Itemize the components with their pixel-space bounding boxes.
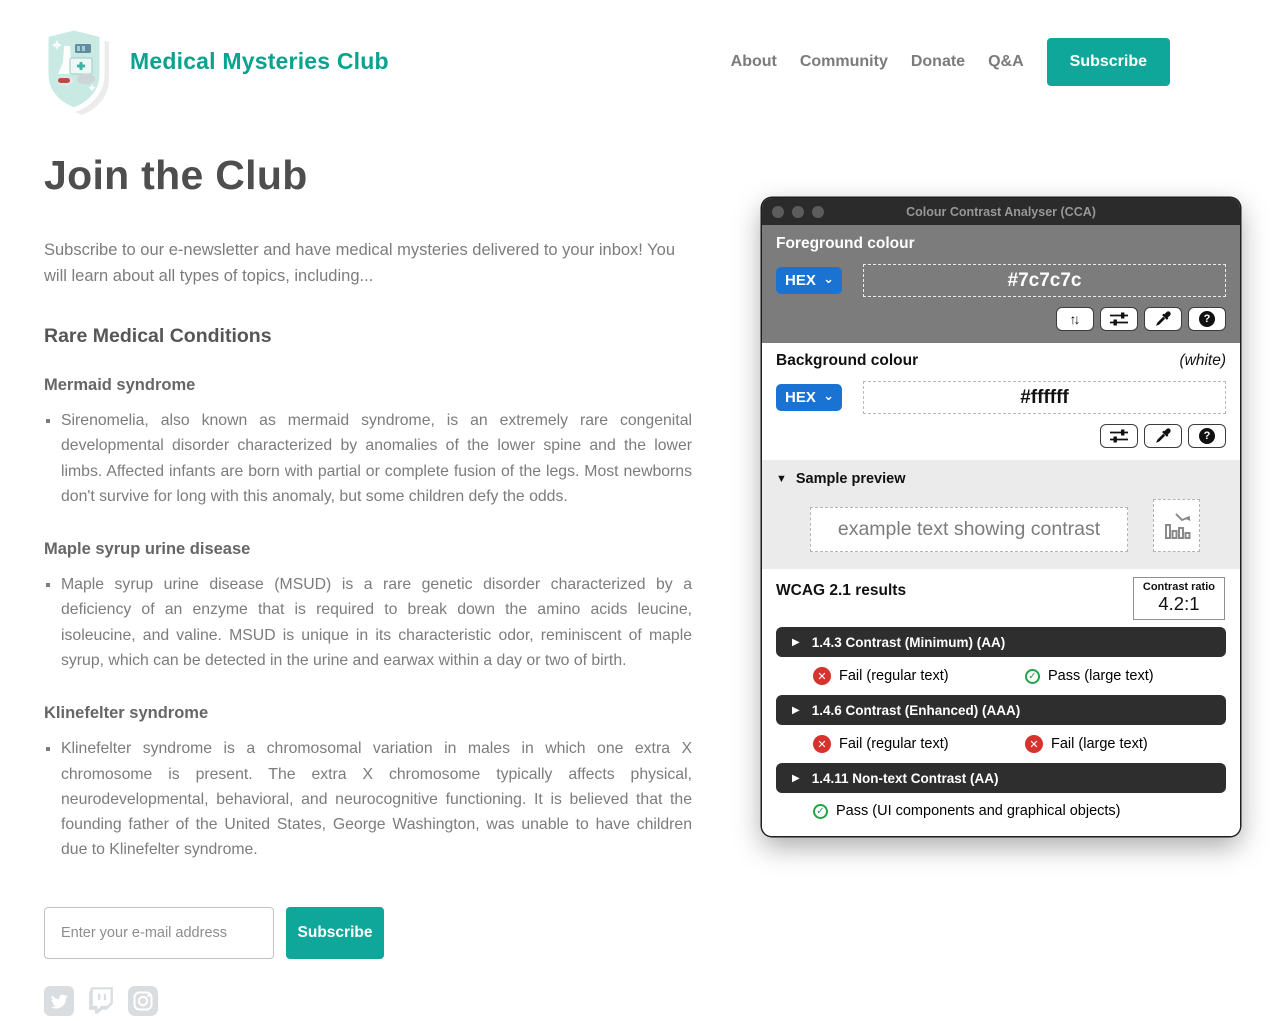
fail-icon: ✕ (813, 735, 831, 753)
expand-triangle-icon: ▶ (792, 636, 800, 648)
colour-blindness-chart-button[interactable] (1153, 499, 1200, 552)
nav-item-qa[interactable]: Q&A (988, 53, 1024, 70)
background-format-select[interactable] (776, 384, 842, 411)
wcag-section-title: 1.4.11 Non-text Contrast (AA) (811, 770, 999, 786)
chart-decline-icon (1163, 511, 1191, 541)
wcag-results-title: WCAG 2.1 results (776, 582, 907, 599)
wcag-section-1411-toggle[interactable] (776, 763, 1226, 793)
background-sliders-button[interactable] (1100, 424, 1138, 448)
result-1411-ui (813, 803, 1121, 819)
sample-preview-label: Sample preview (795, 471, 906, 487)
format-selected-value: HEX (785, 389, 816, 406)
foreground-help-button[interactable] (1188, 307, 1226, 331)
help-icon: ? (1199, 311, 1215, 327)
background-eyedropper-button[interactable] (1144, 424, 1182, 448)
foreground-colour-input[interactable]: #7c7c7c (863, 264, 1226, 297)
fail-icon: ✕ (813, 667, 831, 685)
background-colour-input[interactable]: #ffffff (863, 381, 1226, 414)
result-146-regular (813, 735, 1025, 753)
social-links (44, 986, 692, 1016)
help-icon: ? (1199, 428, 1215, 444)
main-content (44, 152, 692, 1016)
foreground-eyedropper-button[interactable] (1144, 307, 1182, 331)
result-146-large (1025, 735, 1148, 753)
eyedropper-icon (1155, 428, 1171, 444)
contrast-ratio-value: 4.2:1 (1158, 593, 1200, 614)
sample-preview-section (762, 460, 1240, 569)
window-close-button[interactable] (772, 206, 784, 218)
condition-title: Mermaid syndrome (44, 376, 196, 395)
eyedropper-icon (1155, 311, 1171, 327)
window-zoom-button[interactable] (812, 206, 824, 218)
condition-title: Klinefelter syndrome (44, 704, 209, 723)
condition-maple-syrup-urine-disease (44, 540, 692, 673)
condition-text: ▪ Maple syrup urine disease (MSUD) is a rare genetic disorder characterized by a deficiency of an enzyme that is required to break down the amino acids leucine, isoleucine, and valine. MSUD is unique in its characteristic odor, reminiscent of maple syrup, which can be detected in the urine and earwax within a day or two of birth. (61, 572, 692, 673)
nav-item-community[interactable]: Community (799, 53, 888, 70)
cca-window-title: Colour Contrast Analyser (CCA) (906, 204, 1096, 219)
wcag-section-143-toggle[interactable] (776, 627, 1226, 657)
background-colour-label: Background colour (776, 352, 919, 369)
foreground-colour-section (762, 225, 1240, 343)
foreground-sliders-button[interactable] (1100, 307, 1138, 331)
sliders-icon (1109, 429, 1129, 443)
condition-mermaid-syndrome (44, 376, 692, 509)
result-label: Fail (large text) (1051, 736, 1148, 752)
fail-icon: ✕ (1025, 735, 1043, 753)
section-title: Rare Medical Conditions (44, 325, 272, 348)
email-input[interactable] (44, 907, 274, 959)
contrast-ratio-label: Contrast ratio (1142, 581, 1215, 593)
form-subscribe-button[interactable]: Subscribe (286, 907, 384, 959)
cca-titlebar[interactable] (762, 198, 1240, 225)
chevron-down-icon: ⌄ (823, 387, 834, 403)
wcag-section-title: 1.4.3 Contrast (Minimum) (AA) (811, 634, 1006, 650)
window-minimize-button[interactable] (792, 206, 804, 218)
pass-icon: ✓ (1025, 669, 1040, 684)
foreground-format-select[interactable] (776, 267, 842, 294)
result-label: Pass (large text) (1048, 668, 1154, 684)
header-subscribe-button[interactable]: Subscribe (1047, 38, 1170, 86)
expand-triangle-icon: ▶ (792, 772, 800, 784)
result-143-regular (813, 667, 1025, 685)
result-label: Fail (regular text) (839, 736, 949, 752)
result-143-large (1025, 668, 1154, 684)
collapse-triangle-icon: ▼ (776, 473, 787, 485)
background-colour-name: (white) (1179, 352, 1226, 369)
site-title[interactable]: Medical Mysteries Club (130, 48, 389, 74)
background-help-button[interactable] (1188, 424, 1226, 448)
page-title: Join the Club (44, 152, 308, 198)
sample-preview-toggle[interactable] (776, 471, 1226, 487)
condition-klinefelter-syndrome (44, 704, 692, 862)
condition-text: ▪ Klinefelter syndrome is a chromosomal variation in males in which one extra X chromosome is present. The extra X chromosome typically affects physical, neurodevelopmental, behavioral, and neurocognitive functioning. It is believed that the founding father of the United States, George Washington, was unable to have children due to Klinefelter syndrome. (61, 736, 692, 862)
background-colour-section (762, 343, 1240, 460)
cca-window (762, 198, 1240, 836)
swap-colours-button[interactable] (1056, 307, 1094, 331)
sliders-icon (1109, 312, 1129, 326)
site-logo-shield-icon (34, 24, 116, 121)
instagram-icon[interactable] (128, 986, 158, 1016)
nav-item-donate[interactable]: Donate (910, 53, 966, 70)
twitch-icon[interactable] (86, 986, 116, 1016)
sample-preview-text: example text showing contrast (810, 507, 1128, 552)
condition-title: Maple syrup urine disease (44, 540, 251, 559)
nav-item-about[interactable]: About (730, 53, 777, 70)
wcag-section-title: 1.4.6 Contrast (Enhanced) (AAA) (811, 702, 1021, 718)
expand-triangle-icon: ▶ (792, 704, 800, 716)
twitter-icon[interactable] (44, 986, 74, 1016)
foreground-colour-label: Foreground colour (776, 235, 915, 252)
format-selected-value: HEX (785, 272, 816, 289)
contrast-ratio-box (1133, 577, 1225, 620)
pass-icon: ✓ (813, 804, 828, 819)
intro-paragraph: Subscribe to our e-newsletter and have medical mysteries delivered to your inbox! You will learn about all types of topics, including... (44, 241, 676, 286)
newsletter-form (44, 907, 692, 959)
chevron-down-icon: ⌄ (823, 270, 834, 286)
result-label: Pass (UI components and graphical objects) (836, 803, 1121, 819)
wcag-section-146-toggle[interactable] (776, 695, 1226, 725)
result-label: Fail (regular text) (839, 668, 949, 684)
wcag-results-section (762, 569, 1240, 836)
swap-arrows-icon: ↑↓ (1069, 311, 1078, 327)
condition-text: ▪ Sirenomelia, also known as mermaid syndrome, is an extremely rare congenital developmental disorder characterized by anomalies of the lower spine and the lower limbs. Affected infants are born with partial or complete fusion of the legs. Most newborns don't survive for long with this anomaly, but some children defy the odds. (61, 408, 692, 509)
main-nav (731, 38, 1170, 86)
